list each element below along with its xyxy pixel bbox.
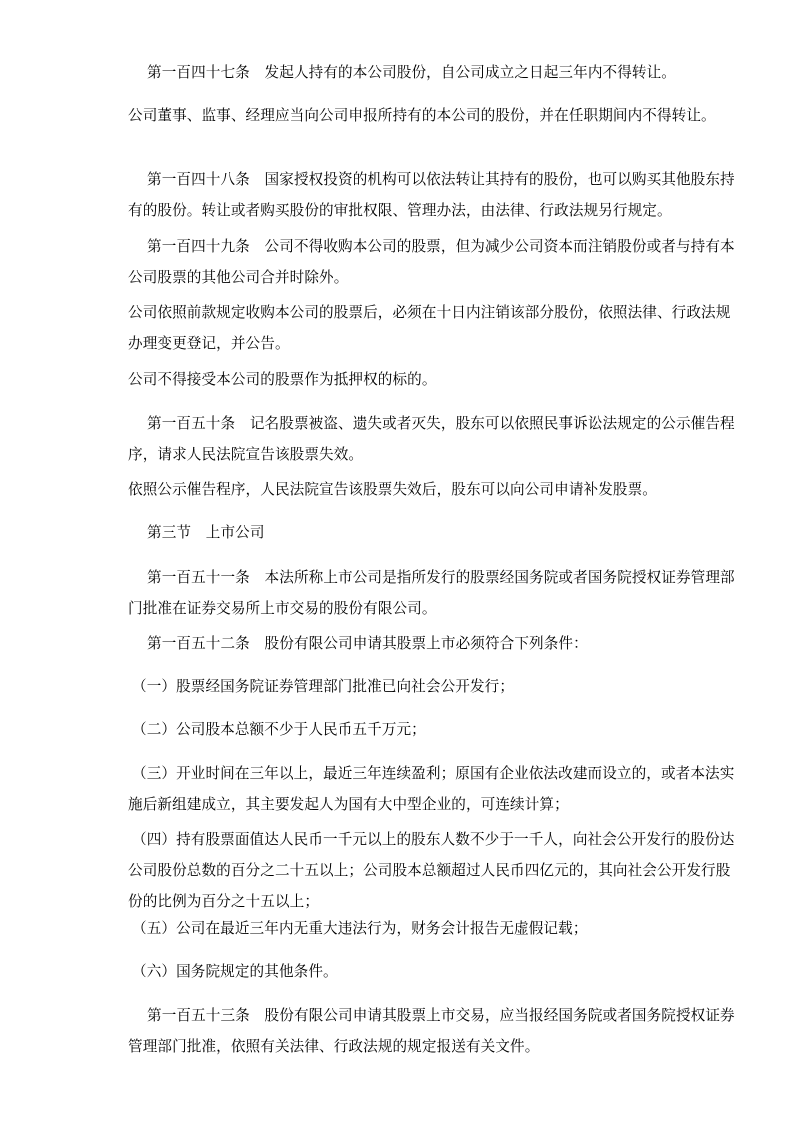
section-heading-listed-companies: 第三节 上市公司: [147, 524, 265, 541]
paragraph-reissue: 依照公示催告程序，人民法院宣告该股票失效后，股东可以向公司申请补发股票。: [128, 481, 657, 498]
article-148: 第一百四十八条 国家授权投资的机构可以依法转让其持有的股份，也可以购买其他股东持有的股份。转让或者购买股份的审批权限、管理办法，由法律、行政法规另行规定。: [128, 171, 735, 219]
condition-1: （一）股票经国务院证券管理部门批准已向社会公开发行；: [132, 678, 515, 695]
article-147: 第一百四十七条 发起人持有的本公司股份，自公司成立之日起三年内不得转让。: [147, 64, 676, 81]
condition-4: （四）持有股票面值达人民币一千元以上的股东人数不少于一千人，向社会公开发行的股份达公司股份总数的百分之二十五以上；公司股本总额超过人民币四亿元的，其向社会公开发行股份的比例为百分之十五以上；: [128, 831, 735, 910]
paragraph-directors-shares: 公司董事、监事、经理应当向公司申报所持有的本公司的股份，并在任职期间内不得转让。: [128, 107, 716, 124]
condition-6: （六）国务院规定的其他条件。: [132, 963, 338, 980]
paragraph-no-pledge: 公司不得接受本公司的股票作为抵押权的标的。: [128, 371, 437, 388]
article-153: 第一百五十三条 股份有限公司申请其股票上市交易，应当报经国务院或者国务院授权证券管理部门批准，依照有关法律、行政法规的规定报送有关文件。: [128, 1007, 735, 1055]
article-151: 第一百五十一条 本法所称上市公司是指所发行的股票经国务院或者国务院授权证券管理部门批准在证券交易所上市交易的股份有限公司。: [128, 569, 735, 617]
article-152: 第一百五十二条 股份有限公司申请其股票上市必须符合下列条件：: [147, 635, 588, 652]
condition-2: （二）公司股本总额不少于人民币五千万元；: [132, 721, 426, 738]
condition-5: （五）公司在最近三年内无重大违法行为，财务会计报告无虚假记载；: [132, 920, 588, 937]
paragraph-cancel-shares: 公司依照前款规定收购本公司的股票后，必须在十日内注销该部分股份，依照法律、行政法规办理变更登记，并公告。: [128, 304, 731, 352]
article-150: 第一百五十条 记名股票被盗、遗失或者灭失，股东可以依照民事诉讼法规定的公示催告程序，请求人民法院宣告该股票失效。: [128, 415, 735, 463]
condition-3: （三）开业时间在三年以上，最近三年连续盈利；原国有企业依法改建而设立的，或者本法实施后新组建成立，其主要发起人为国有大中型企业的，可连续计算；: [128, 765, 735, 813]
article-149: 第一百四十九条 公司不得收购本公司的股票，但为减少公司资本而注销股份或者与持有本公司股票的其他公司合并时除外。: [128, 238, 735, 286]
